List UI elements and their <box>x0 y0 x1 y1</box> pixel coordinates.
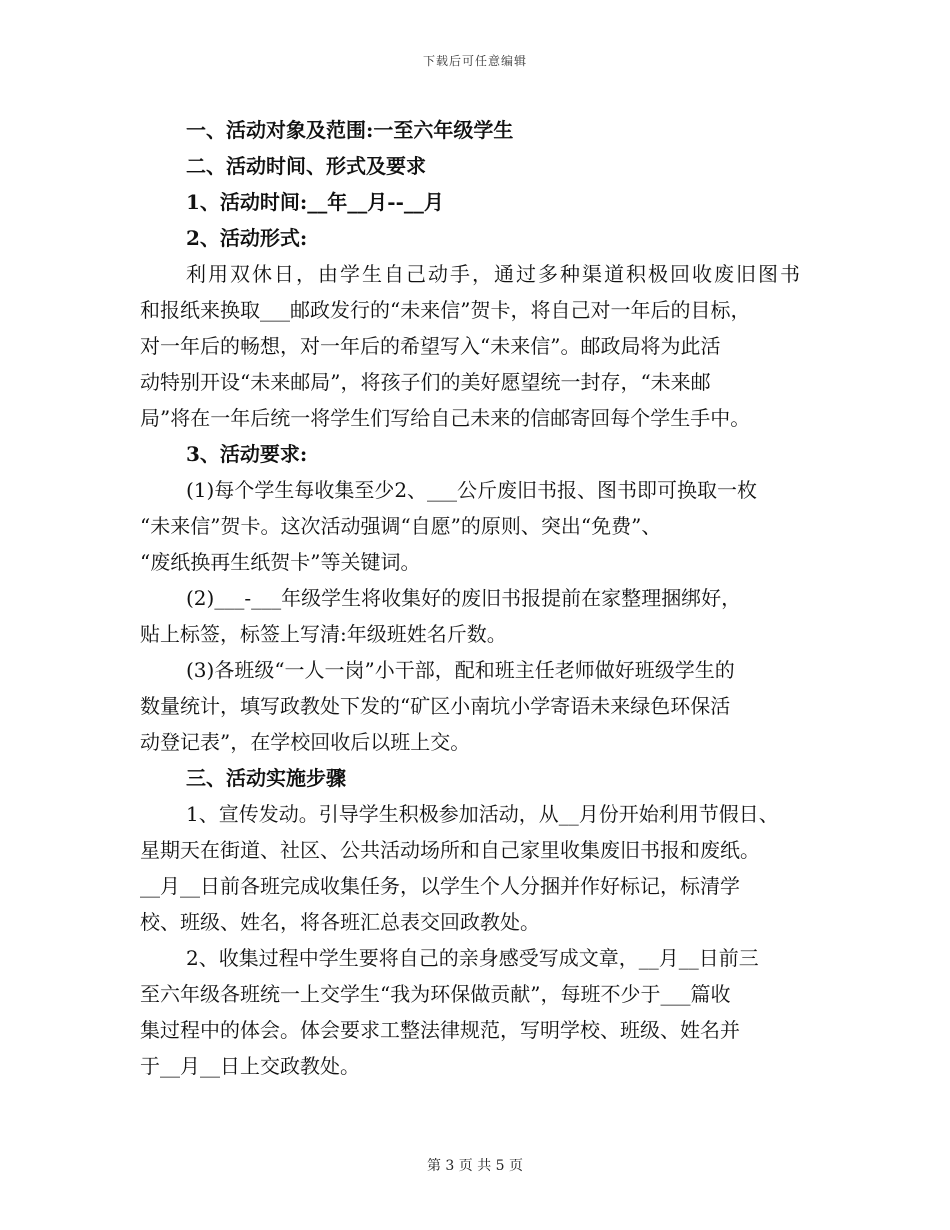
subheading-activity-form: 2、活动形式: <box>186 226 308 250</box>
paragraph-line: 利用双休日，由学生自己动手，通过多种渠道积极回收废旧图书 <box>186 262 802 286</box>
paragraph-line: 星期天在街道、社区、公共活动场所和自己家里收集废旧书报和废纸。 <box>140 838 760 862</box>
paragraph-line: 数量统计，填写政教处下发的“矿区小南坑小学寄语未来绿色环保活 <box>140 694 731 718</box>
section-heading-2: 二、活动时间、形式及要求 <box>186 154 426 178</box>
paragraph-line: 2、收集过程中学生要将自己的亲身感受写成文章，__月__日前三 <box>186 946 759 970</box>
document-body <box>140 112 820 1084</box>
subheading-activity-requirements: 3、活动要求: <box>186 442 308 466</box>
paragraph-line: 贴上标签，标签上写清:年级班姓名斤数。 <box>140 622 507 646</box>
section-heading-3: 三、活动实施步骤 <box>186 766 346 790</box>
paragraph-line: 1、宣传发动。引导学生积极参加活动，从__月份开始利用节假日、 <box>186 802 779 826</box>
paragraph-line: 于__月__日上交政教处。 <box>140 1054 360 1078</box>
paragraph-line: 校、班级、姓名，将各班汇总表交回政教处。 <box>140 910 540 934</box>
paragraph-line: (2)___-___年级学生将收集好的废旧书报提前在家整理捆绑好， <box>186 586 742 610</box>
paragraph-line: (1)每个学生每收集至少2、___公斤废旧书报、图书即可换取一枚 <box>186 478 758 502</box>
page-header: 下载后可任意编辑 <box>422 54 527 68</box>
paragraph-line: __月__日前各班完成收集任务，以学生个人分捆并作好标记，标清学 <box>140 874 740 898</box>
paragraph-line: 至六年级各班统一上交学生“我为环保做贡献”，每班不少于___篇收 <box>140 982 731 1006</box>
paragraph-line: 动登记表”，在学校回收后以班上交。 <box>140 730 471 754</box>
subheading-activity-time: 1、活动时间:__年__月--__月 <box>186 190 444 214</box>
paragraph-line: (3)各班级“一人一岗”小干部，配和班主任老师做好班级学生的 <box>186 658 735 682</box>
paragraph-line: “废纸换再生纸贺卡”等关键词。 <box>140 550 421 574</box>
paragraph-line: 和报纸来换取___邮政发行的“未来信”贺卡，将自己对一年后的目标， <box>140 298 751 322</box>
section-heading-1: 一、活动对象及范围:一至六年级学生 <box>186 118 514 142</box>
paragraph-line: 集过程中的体会。体会要求工整法律规范，写明学校、班级、姓名并 <box>140 1018 740 1042</box>
paragraph-line: 动特别开设“未来邮局”，将孩子们的美好愿望统一封存，“未来邮 <box>140 370 711 394</box>
paragraph-line: 局”将在一年后统一将学生们写给自己未来的信邮寄回每个学生手中。 <box>140 406 751 430</box>
paragraph-line: “未来信”贺卡。这次活动强调“自愿”的原则、突出“免费”、 <box>140 514 662 538</box>
paragraph-line: 对一年后的畅想，对一年后的希望写入“未来信”。邮政局将为此活 <box>140 334 721 358</box>
page-number: 第 3 页 共 5 页 <box>426 1158 524 1174</box>
